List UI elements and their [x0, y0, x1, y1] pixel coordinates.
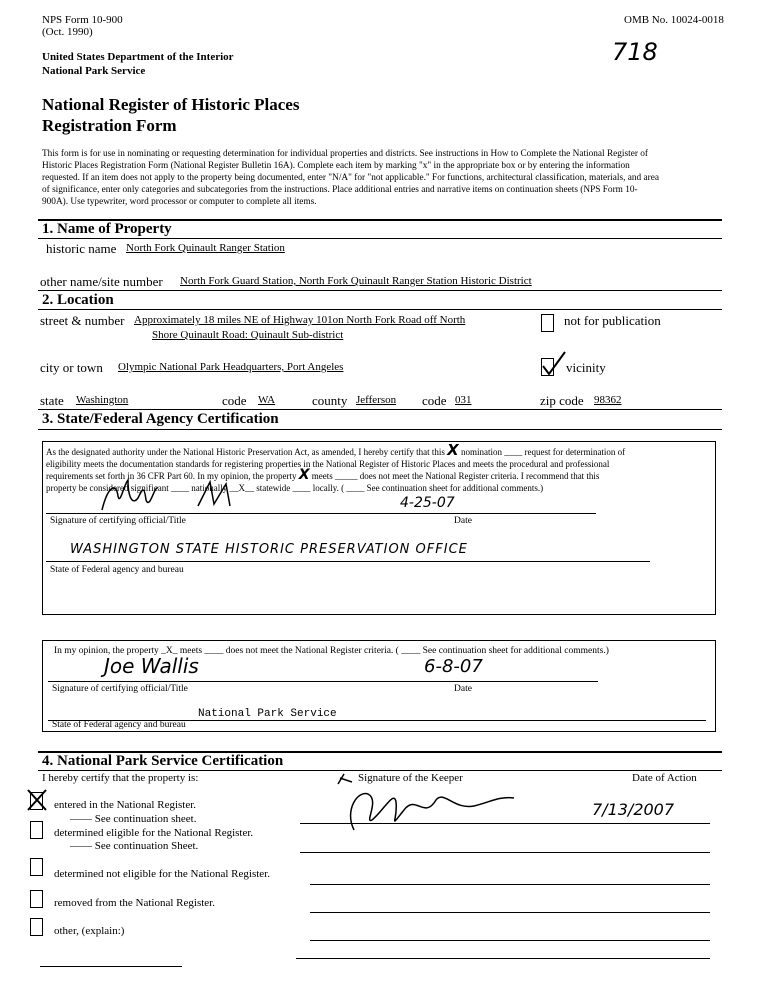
county-code-label: code: [422, 393, 447, 408]
signature-line: [46, 513, 596, 514]
keeper-line: [300, 823, 710, 824]
not-eligible-checkbox[interactable]: [30, 858, 43, 876]
state-label: state: [40, 393, 64, 408]
removed-checkbox[interactable]: [30, 890, 43, 908]
not-for-publication-checkbox[interactable]: [541, 314, 554, 332]
county-code-value[interactable]: 031: [455, 394, 472, 406]
zip-value[interactable]: 98362: [594, 394, 622, 406]
keeper-line: [300, 852, 710, 853]
section-1-heading: 1. Name of Property: [42, 221, 172, 237]
county-label: county: [312, 393, 348, 408]
divider: [38, 429, 722, 430]
action-date-label: Date of Action: [632, 772, 697, 784]
divider: [38, 770, 722, 771]
handwritten-number: 718: [612, 38, 658, 66]
state-code-value[interactable]: WA: [258, 394, 276, 406]
street-value-line1[interactable]: Approximately 18 miles NE of Highway 101on North Fork Road off North: [134, 314, 466, 326]
date-label: Date: [454, 516, 472, 526]
removed-label: removed from the National Register.: [54, 897, 215, 909]
agency-line: [46, 561, 650, 562]
eligible-checkbox[interactable]: [30, 821, 43, 839]
signature-image: [98, 476, 258, 516]
street-value-line2[interactable]: Shore Quinault Road: Quinault Sub-district: [152, 329, 344, 341]
form-number: NPS Form 10-900: [42, 14, 123, 26]
not-eligible-label: determined not eligible for the National Register.: [54, 868, 270, 880]
x-mark-icon: [26, 788, 48, 812]
keeper-label: Signature of the Keeper: [358, 772, 463, 784]
signature-label: Signature of certifying official/Title: [50, 516, 186, 526]
eligible-label: determined eligible for the National Register.: [54, 827, 254, 839]
see-continuation-2: —— See continuation Sheet.: [70, 840, 199, 852]
nps-typed-text: National Park Service: [198, 708, 337, 720]
agency-handwritten: WASHINGTON STATE HISTORIC PRESERVATION OFFICE: [70, 542, 468, 557]
not-for-publication-label: not for publication: [564, 313, 661, 328]
opinion-signature-label: Signature of certifying official/Title: [52, 684, 188, 694]
other-line: [40, 966, 182, 967]
state-value[interactable]: Washington: [76, 394, 129, 406]
keeper-line: [310, 940, 710, 941]
keeper-line: [310, 884, 710, 885]
divider: [38, 409, 722, 410]
historic-name-value[interactable]: North Fork Quinault Ranger Station: [126, 242, 285, 254]
other-name-label: other name/site number: [40, 274, 163, 289]
section-4-heading: 4. National Park Service Certification: [42, 753, 284, 769]
other-name-value[interactable]: North Fork Guard Station, North Fork Quinault Ranger Station Historic District: [180, 275, 532, 287]
opinion-date: 6-8-07: [424, 656, 483, 677]
opinion-date-label: Date: [454, 684, 472, 694]
form-subtitle: Registration Form: [42, 116, 177, 135]
agency-label: State of Federal agency and bureau: [50, 565, 184, 575]
keeper-line: [310, 912, 710, 913]
divider: [38, 238, 722, 239]
action-date: 7/13/2007: [592, 800, 675, 819]
vicinity-label: vicinity: [566, 360, 606, 375]
divider: [38, 290, 722, 291]
historic-name-label: historic name: [46, 241, 117, 256]
dept-name: United States Department of the Interior: [42, 51, 234, 63]
certification-text: As the designated authority under the National Historic Preservation Act, as amended, I hereby certify that this X nomination ____ request for determination of eligibility meets the documentation standards for registering properties in the National Register of Historic Places and meets the procedural and professional requirements set forth in 36 CFR Part 60. In my opinion, the property X meets _____ does not meet the National Register criteria. I recommend that this property be considered significant ____ nationally __X__ statewide ____ locally. ( ____ See continuation sheet for additional comments.): [46, 441, 626, 493]
check-mark-icon: [539, 350, 569, 380]
opinion-signature: Joe Wallis: [104, 654, 199, 678]
zip-label: zip code: [540, 393, 584, 408]
county-value[interactable]: Jefferson: [356, 394, 397, 406]
section-2-heading: 2. Location: [42, 292, 114, 308]
opinion-agency-label: State of Federal agency and bureau: [52, 720, 186, 730]
form-title: National Register of Historic Places: [42, 95, 300, 114]
opinion-signature-line: [48, 681, 598, 682]
entered-label: entered in the National Register.: [54, 799, 197, 811]
other-label: other, (explain:): [54, 925, 125, 937]
intro-paragraph: This form is for use in nominating or requesting determination for individual properties and districts. See instructions in How to Complete the National Register of Historic Places Registration Form (National Register Bulletin 16A). Complete each item by marking "x" in the appropriate box or by entering the information requested. If an item does not apply to the property being documented, enter "N/A" for "not applicable." For functions, architectural classification, materials, and area of significance, enter only categories and subcategories from the instructions. Place additional entries and narrative items on continuation sheets (NPS Form 10- 900A). Use typewriter, word processor or computer to complete all items.: [42, 149, 659, 207]
certify-intro: I hereby certify that the property is:: [42, 772, 199, 784]
street-label: street & number: [40, 313, 125, 328]
see-continuation-1: —— See continuation sheet.: [70, 813, 197, 825]
agency-name: National Park Service: [42, 65, 146, 77]
other-checkbox[interactable]: [30, 918, 43, 936]
opinion-text: In my opinion, the property _X_ meets ____ does not meet the National Register criteria. ( ____ See continuation sheet for additional comments.): [54, 646, 609, 656]
section-3-heading: 3. State/Federal Agency Certification: [42, 411, 279, 427]
city-value[interactable]: Olympic National Park Headquarters, Port Angeles: [118, 361, 344, 373]
omb-number: OMB No. 10024-0018: [624, 14, 724, 26]
state-code-label: code: [222, 393, 247, 408]
signature-date: 4-25-07: [400, 495, 455, 511]
keeper-signature-image: [324, 780, 524, 836]
keeper-line: [296, 958, 710, 959]
city-label: city or town: [40, 360, 103, 375]
form-date: (Oct. 1990): [42, 26, 93, 38]
divider: [38, 309, 722, 310]
